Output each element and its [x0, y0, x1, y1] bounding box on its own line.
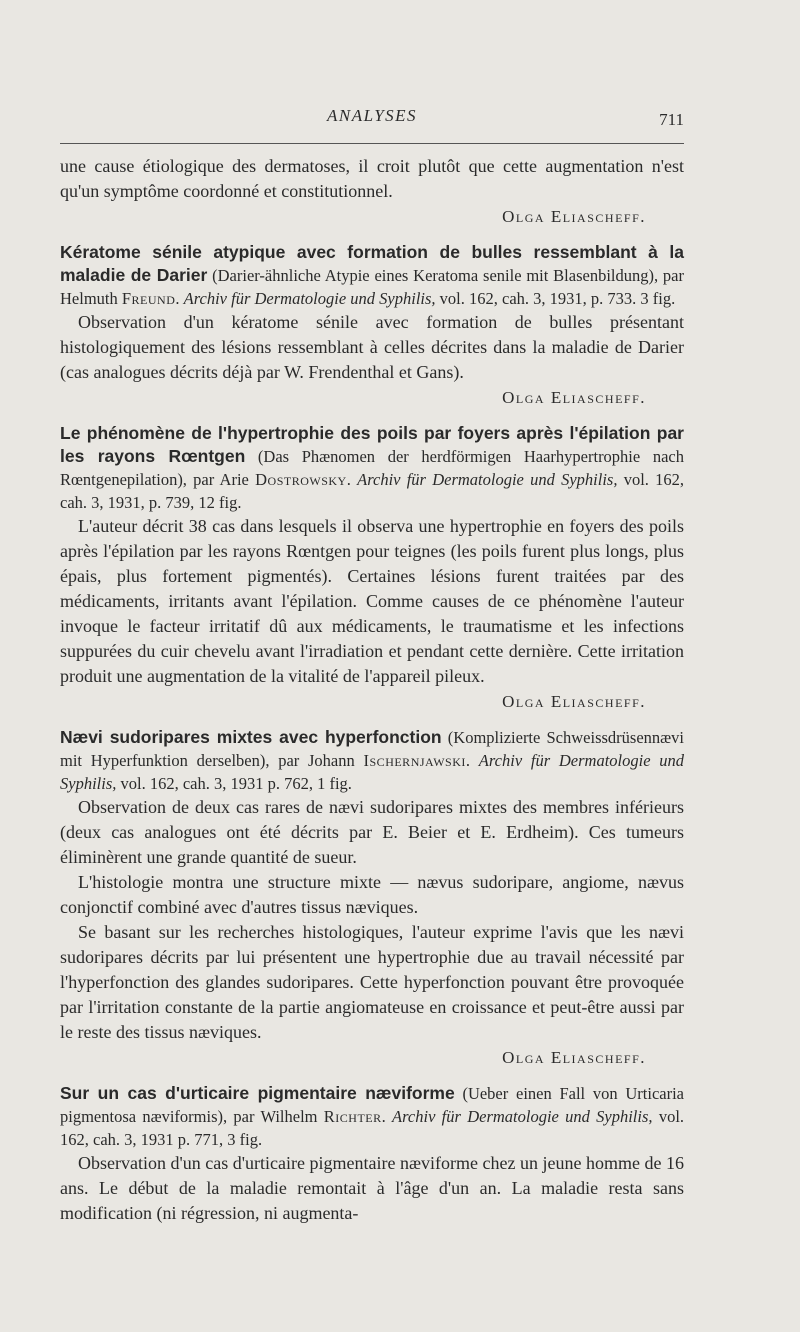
abstract-entry [60, 241, 684, 410]
citation-text: (Ueber einen Fall von Urticaria pigmentosa næviformis), par Wilhelm [60, 1084, 684, 1126]
article-body [60, 154, 684, 1226]
journal-name: Archiv für Dermatologie und Syphilis, [357, 470, 618, 489]
page-number: 711 [659, 110, 684, 129]
citation-details: vol. 162, cah. 3, 1931 p. 771, 3 fig. [60, 1107, 685, 1149]
running-title: ANALYSES [326, 106, 418, 125]
author-name: Freund [121, 289, 176, 308]
entry-paragraph: Observation d'un kératome sénile avec formation de bulles présentant histologiquement des lésions ressemblant à celles décrites dans la maladie de Darier (cas analogues décrits déjà par W. Frendenthal et Gans). [60, 312, 684, 382]
entry-paragraph: Se basant sur les recherches histologiques, l'auteur exprime l'avis que les nævi sudoripares décrits par lui présentent une hypertrophie due au travail nécessité par l'hyperfonction des glandes sudoripares. Cette hyperfonction pouvant être provoquée par l'irritation constante de la partie angiomateuse en croissance et peut-être aussi par le reste des tissus næviques. [60, 922, 684, 1042]
entry-paragraph: Observation d'un cas d'urticaire pigmentaire næviforme chez un jeune homme de 16 ans. Le début de la maladie remontait à l'âge d'un an. La maladie resta sans modification (ni régression, ni augmenta- [60, 1153, 684, 1223]
entry-heading: Le phénomène de l'hypertrophie des poils par foyers après l'épilation par les rayons Rœntgen (Das Phænomen der herdförmigen Haarhypertrophie nach Rœntgenepilation), par Arie Dostrowsky. Archiv für Dermatologie und Syphilis, vol. 162, cah. 3, 1931, p. 739, 12 fig. [60, 423, 685, 512]
journal-name: Archiv für Dermatologie und Syphilis, [60, 751, 685, 793]
abstract-entry [60, 422, 684, 714]
entry-title: Nævi sudoripares mixtes avec hyperfonction [60, 727, 442, 747]
entry-heading: Sur un cas d'urticaire pigmentaire næviforme (Ueber einen Fall von Urticaria pigmentosa næviformis), par Wilhelm Richter. Archiv für Dermatologie und Syphilis, vol. 162, cah. 3, 1931 p. 771, 3 fig. [60, 1083, 685, 1149]
author-name: Richter [323, 1107, 382, 1126]
page-header [60, 104, 684, 134]
signature: Olga Eliascheff. [502, 207, 646, 226]
author-name: Ischernjawski [363, 751, 466, 770]
author-name: Dostrowsky [255, 470, 347, 489]
entry-paragraph: Observation de deux cas rares de nævi sudoripares mixtes des membres inférieurs (deux cas analogues ont été décrits par E. Beier et E. Erdheim). Ces tumeurs éliminèrent une grande quantité de sueur. [60, 797, 684, 867]
entry-paragraph: L'histologie montra une structure mixte — nævus sudoripare, angiome, nævus conjonctif combiné avec d'autres tissus næviques. [60, 872, 684, 917]
citation-details: vol. 162, cah. 3, 1931 p. 762, 1 fig. [120, 774, 352, 793]
signature: Olga Eliascheff. [502, 1048, 646, 1067]
entry-title: Le phénomène de l'hypertrophie des poils par foyers après l'épilation par les rayons Rœntgen [60, 423, 684, 466]
signature: Olga Eliascheff. [502, 692, 646, 711]
entry-heading: Kératome sénile atypique avec formation de bulles ressemblant à la maladie de Darier (Darier-ähnliche Atypie eines Keratoma senile mit Blasenbildung), par Helmuth Freund. Archiv für Dermatologie und Syphilis, vol. 162, cah. 3, 1931, p. 733. 3 fig. [60, 242, 685, 308]
entry-paragraph: L'auteur décrit 38 cas dans lesquels il observa une hypertrophie en foyers des poils après l'épilation par les rayons Rœntgen pour teignes (les poils furent plus longs, plus épais, plus fortement pigmentés). Certaines lésions furent traitées par des médicaments, irritants avant l'épilation. Comme causes de ce phénomène l'auteur invoque le facteur irritatif dû aux médicaments, le traumatisme et les infections suppurées du cuir chevelu avant l'irradiation et pendant cette dernière. Cette irritation produit une augmentation de la vitalité de l'appareil pileux. [60, 516, 684, 686]
citation-text: (Darier-ähnliche Atypie eines Keratoma senile mit Blasenbildung), par Helmuth [60, 266, 685, 308]
entry-title: Kératome sénile atypique avec formation de bulles ressemblant à la maladie de Darier [60, 242, 684, 285]
journal-name: Archiv für Dermatologie und Syphilis, [392, 1107, 653, 1126]
entry-heading: Nævi sudoripares mixtes avec hyperfonction (Komplizierte Schweissdrüsennævi mit Hyperfunktion derselben), par Johann Ischernjawski. Archiv für Dermatologie und Syphilis, vol. 162, cah. 3, 1931 p. 762, 1 fig. [60, 727, 685, 793]
journal-name: Archiv für Dermatologie und Syphilis, [183, 289, 436, 308]
citation-text: (Das Phænomen der herdförmigen Haarhypertrophie nach Rœntgenepilation), par Arie [60, 447, 685, 489]
citation-text: (Komplizierte Schweissdrüsennævi mit Hyperfunktion derselben), par Johann [60, 728, 685, 770]
abstract-entry [60, 726, 684, 1070]
intro-paragraph: une cause étiologique des dermatoses, il croit plutôt que cette augmentation n'est qu'un symptôme coordonné et constitutionnel. [60, 156, 684, 201]
header-rule [60, 143, 684, 144]
citation-details: vol. 162, cah. 3, 1931, p. 739, 12 fig. [60, 470, 685, 512]
signature: Olga Eliascheff. [502, 388, 646, 407]
abstract-entry [60, 1082, 684, 1226]
entry-title: Sur un cas d'urticaire pigmentaire næviforme [60, 1083, 455, 1103]
citation-details: vol. 162, cah. 3, 1931, p. 733. 3 fig. [439, 289, 676, 308]
